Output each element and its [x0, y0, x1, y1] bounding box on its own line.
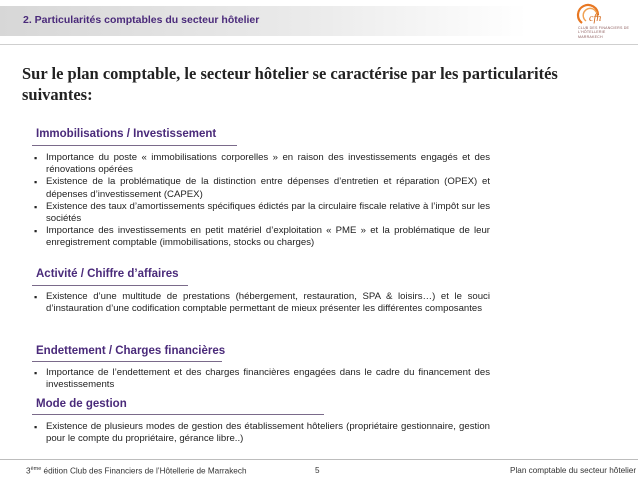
header-divider — [0, 44, 638, 45]
edition-suffix: ème — [30, 466, 42, 472]
section-rule — [32, 145, 237, 146]
section-rule — [32, 361, 222, 362]
list-item: ▪ Importance des investissements en petit matériel d’exploitation « PME » et la problématique de leur enregistrement comptable (immobilisations, stocks ou charges) — [34, 225, 490, 249]
header-bar — [0, 6, 527, 36]
list-activite — [34, 291, 490, 315]
list-immobilisations — [34, 152, 490, 250]
edition-text: édition Club des Financiers de l’Hôtellerie de Marrakech — [41, 466, 247, 476]
list-item: ▪ Importance de l’endettement et des charges financières engagées dans le cadre du financement des investissements — [34, 367, 490, 391]
section-title-activite: Activité / Chiffre d’affaires — [36, 268, 179, 280]
section-title-endettement: Endettement / Charges financières — [36, 345, 226, 357]
list-mode-gestion — [34, 421, 490, 445]
section-rule — [32, 285, 188, 286]
section-title-mode-gestion: Mode de gestion — [36, 398, 127, 410]
section-title-immobilisations: Immobilisations / Investissement — [36, 128, 217, 140]
list-item: ▪ Existence des taux d’amortissements spécifiques édictés par la circulaire fiscale relative à l’impôt sur les sociétés — [34, 201, 490, 225]
svg-text:cfh: cfh — [589, 13, 602, 24]
list-endettement — [34, 367, 490, 391]
logo-caption: CLUB DES FINANCIERS DE L'HÔTELLERIE MARRAKECH — [578, 26, 630, 39]
section-rule — [32, 414, 324, 415]
footer-divider — [0, 459, 638, 460]
footer-edition — [26, 466, 247, 476]
list-item: ▪ Existence de la problématique de la distinction entre dépenses d’entretien et réparation (OPEX) et dépenses d’investissement (CAPEX) — [34, 176, 490, 200]
page-number: 5 — [315, 466, 320, 475]
page-heading: Sur le plan comptable, le secteur hôtelier se caractérise par les particularités suivantes: — [22, 64, 558, 104]
section-header-title: 2. Particularités comptables du secteur hôtelier — [23, 14, 260, 26]
edition-number: 3 — [26, 466, 31, 476]
list-item: ▪ Importance du poste « immobilisations corporelles » en raison des investissements engagés et des rénovations opérées — [34, 152, 490, 176]
list-item: ▪ Existence de plusieurs modes de gestion des établissement hôteliers (propriétaire gestionnaire, gestion pour le compte du propriétaire, gérance libre..) — [34, 421, 490, 445]
footer-doc-title: Plan comptable du secteur hôtelier — [510, 466, 637, 475]
list-item: ▪ Existence d’une multitude de prestations (hébergement, restauration, SPA & loisirs…) et le souci d’instauration d’une codification comptable permettant de mieux présenter les différentes composantes — [34, 291, 490, 315]
